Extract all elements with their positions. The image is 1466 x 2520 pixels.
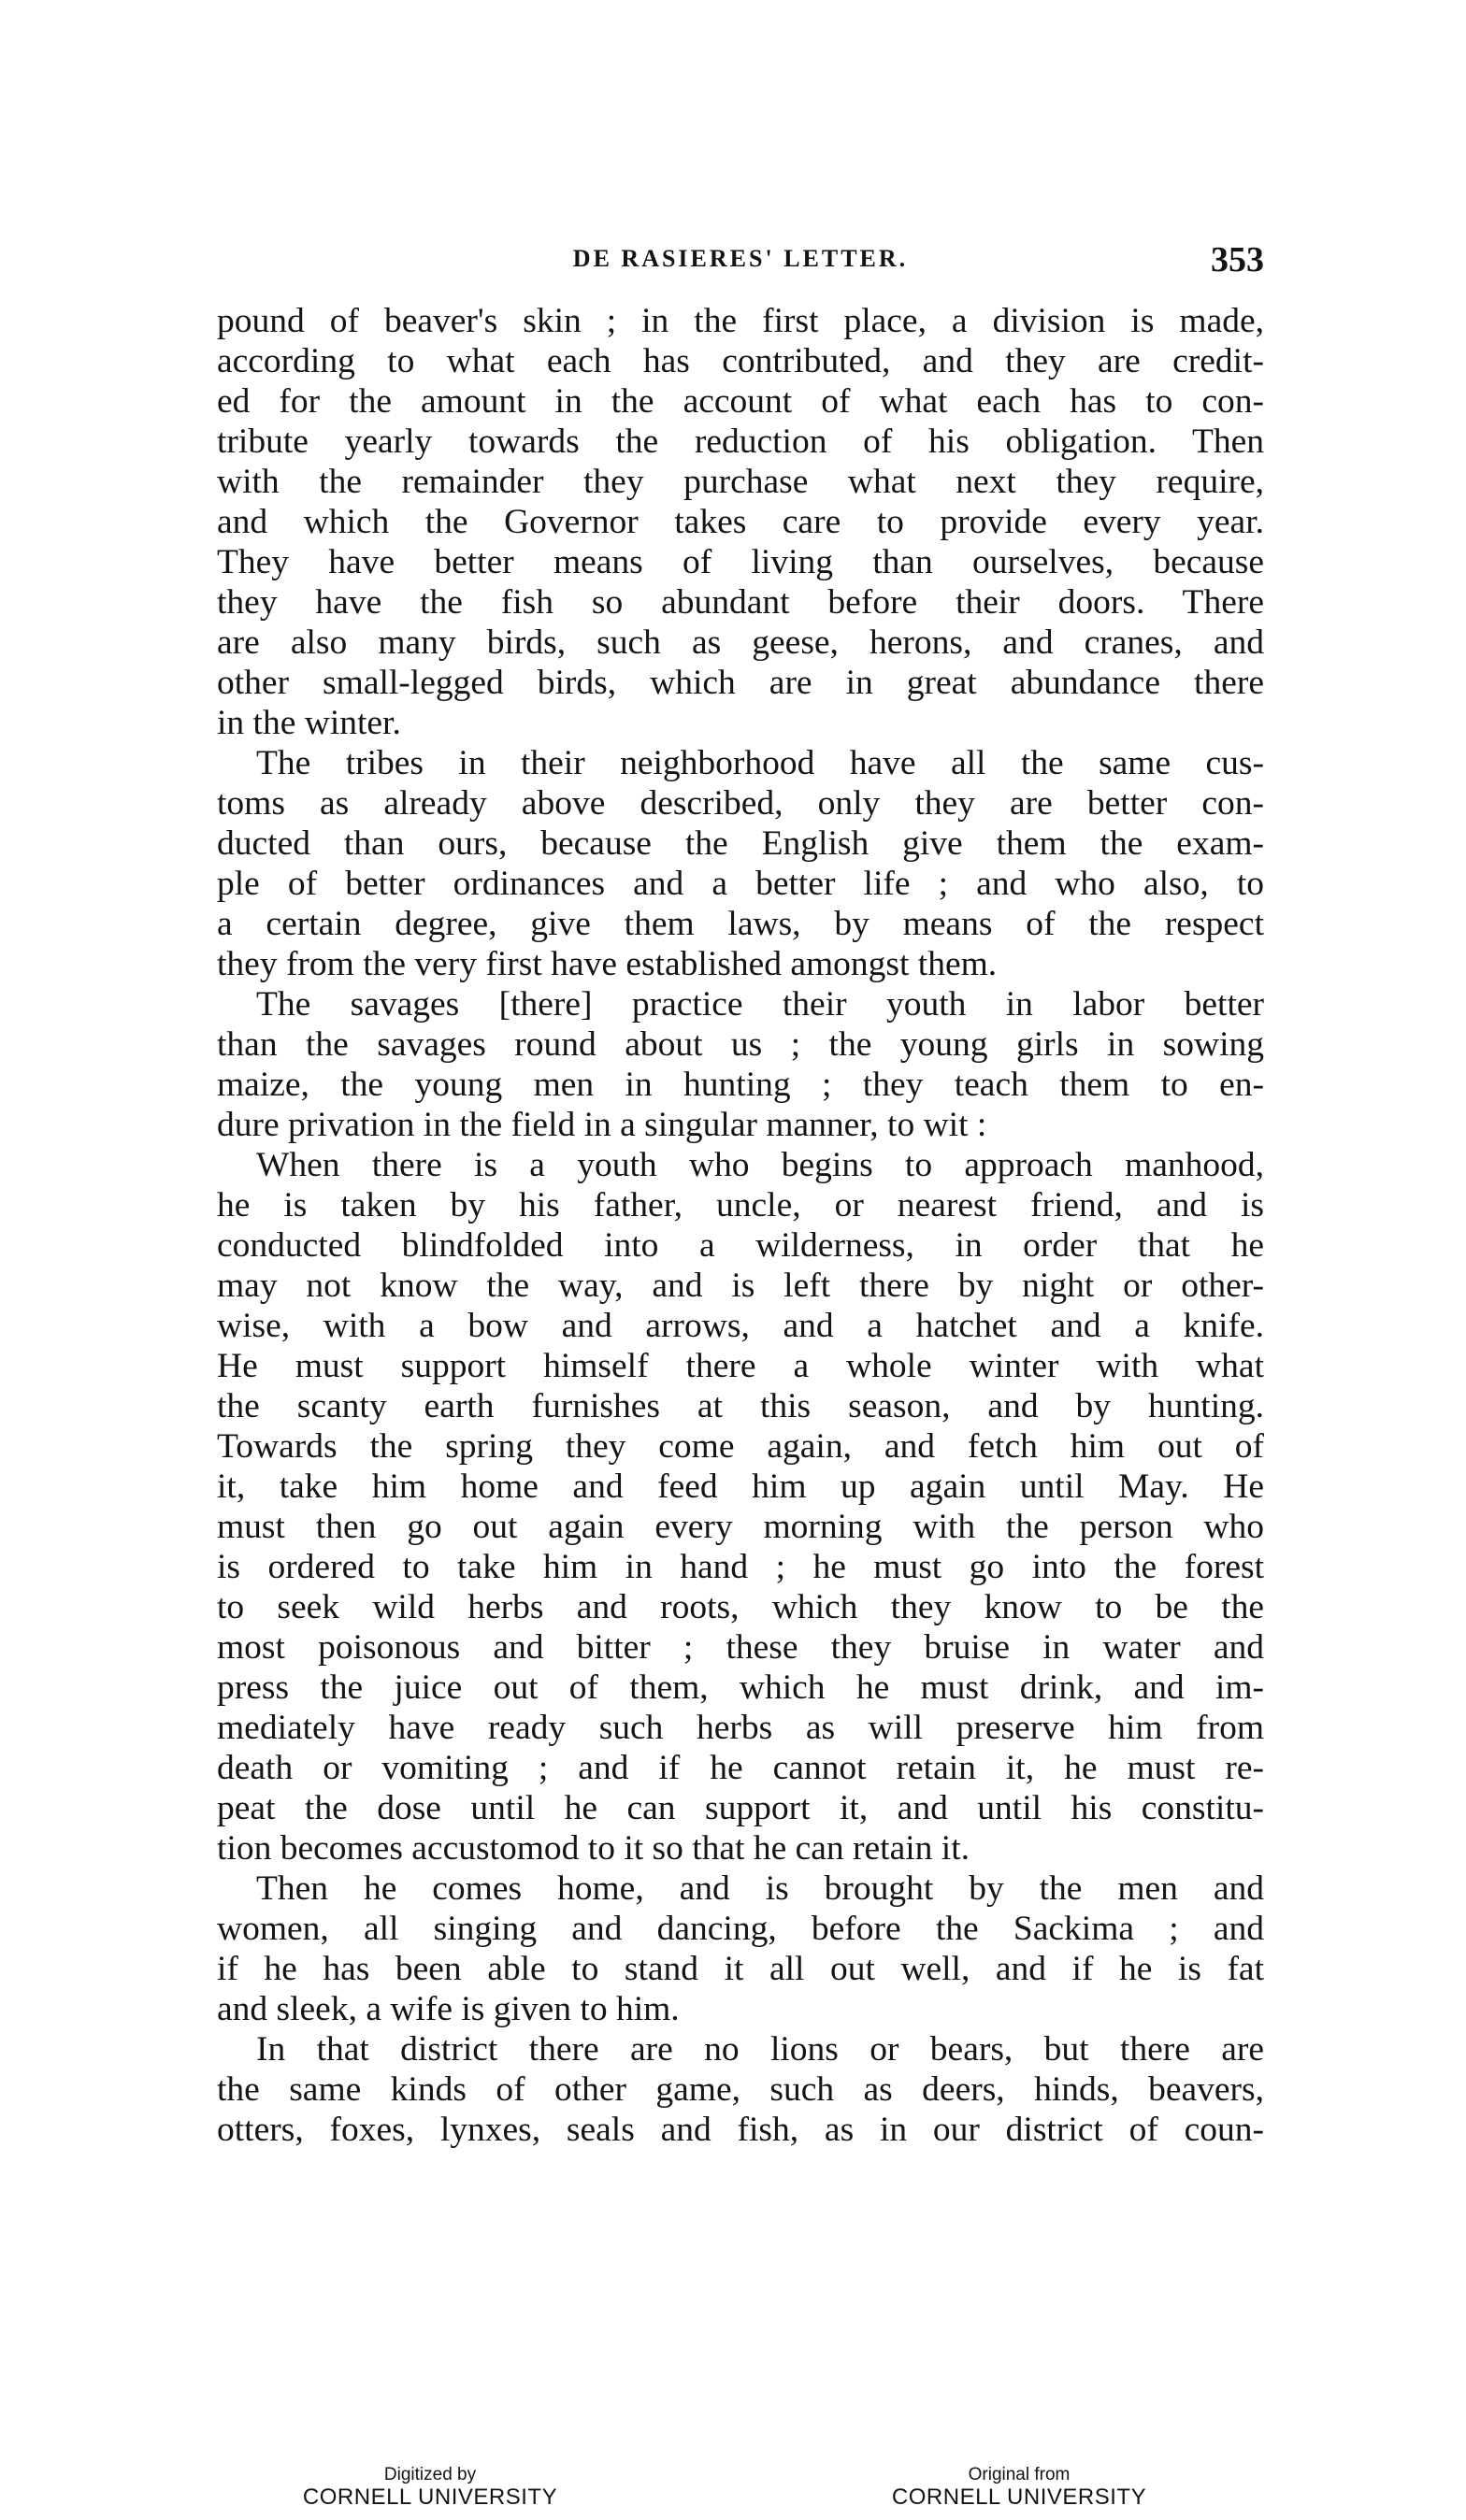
text-line: ple of better ordinances and a better life ; and who also, to <box>217 865 1264 903</box>
text-line: and which the Governor takes care to provide every year. <box>217 503 1264 541</box>
paragraph <box>217 743 1264 984</box>
text-line: other small-legged birds, which are in great abundance there <box>217 664 1264 702</box>
paragraph <box>217 984 1264 1145</box>
digitized-by-label: Digitized by <box>383 2465 477 2484</box>
text-line: may not know the way, and is left there by night or other- <box>217 1267 1264 1305</box>
text-line: The savages [there] practice their youth in labor better <box>256 985 1264 1024</box>
text-line: must then go out again every morning with the person who <box>217 1508 1264 1546</box>
text-line: They have better means of living than ourselves, because <box>217 543 1264 581</box>
text-line: the scanty earth furnishes at this season, and by hunting. <box>217 1387 1264 1425</box>
paragraph <box>217 2029 1264 2150</box>
text-line: He must support himself there a whole winter with what <box>217 1347 1264 1385</box>
text-line: maize, the young men in hunting ; they teach them to en- <box>217 1066 1264 1104</box>
text-line: wise, with a bow and arrows, and a hatchet and a knife. <box>217 1307 1264 1345</box>
text-line: most poisonous and bitter ; these they bruise in water and <box>217 1628 1264 1667</box>
text-line: in the winter. <box>217 704 401 742</box>
original-from-label: Original from <box>968 2465 1071 2484</box>
original-from-institution: CORNELL UNIVERSITY <box>891 2484 1147 2510</box>
text-line: mediately have ready such herbs as will preserve him from <box>217 1709 1264 1747</box>
text-line: ed for the amount in the account of what each has to con- <box>217 382 1264 421</box>
text-line: The tribes in their neighborhood have all the same cus- <box>256 744 1264 782</box>
text-line: the same kinds of other game, such as deers, hinds, beavers, <box>217 2070 1264 2109</box>
original-from-credit <box>841 2464 1197 2509</box>
text-line: is ordered to take him in hand ; he must go into the forest <box>217 1548 1264 1586</box>
digitized-by-institution: CORNELL UNIVERSITY <box>302 2484 558 2510</box>
text-line: they from the very first have established amongst them. <box>217 945 998 983</box>
text-line: a certain degree, give them laws, by means of the respect <box>217 905 1264 943</box>
text-line: otters, foxes, lynxes, seals and fish, as in our district of coun- <box>217 2111 1264 2149</box>
text-line: dure privation in the field in a singular manner, to wit : <box>217 1106 987 1144</box>
text-line: they have the fish so abundant before their doors. There <box>217 583 1264 622</box>
paragraph <box>217 1145 1264 1869</box>
text-line: to seek wild herbs and roots, which they know to be the <box>217 1588 1264 1626</box>
digitized-by-credit <box>252 2464 608 2509</box>
running-head <box>217 239 1264 280</box>
text-line: In that district there are no lions or bears, but there are <box>256 2030 1264 2069</box>
text-line: if he has been able to stand it all out well, and if he is fat <box>217 1950 1264 1988</box>
text-line: When there is a youth who begins to approach manhood, <box>256 1146 1264 1184</box>
text-line: tribute yearly towards the reduction of his obligation. Then <box>217 422 1264 461</box>
text-line: tion becomes accustomod to it so that he can retain it. <box>217 1829 970 1868</box>
text-line: pound of beaver's skin ; in the first place, a division is made, <box>217 302 1264 340</box>
text-line: according to what each has contributed, and they are credit- <box>217 342 1264 380</box>
running-title: DE RASIERES' LETTER. <box>572 245 909 272</box>
text-line: he is taken by his father, uncle, or nearest friend, and is <box>217 1186 1264 1224</box>
text-line: death or vomiting ; and if he cannot retain it, he must re- <box>217 1749 1264 1787</box>
body-text <box>217 301 1264 2150</box>
text-line: ducted than ours, because the English give them the exam- <box>217 824 1264 863</box>
text-line: press the juice out of them, which he must drink, and im- <box>217 1668 1264 1707</box>
text-line: conducted blindfolded into a wilderness, in order that he <box>217 1226 1264 1265</box>
text-line: are also many birds, such as geese, herons, and cranes, and <box>217 623 1264 662</box>
text-line: toms as already above described, only they are better con- <box>217 784 1264 823</box>
text-line: women, all singing and dancing, before the Sackima ; and <box>217 1910 1264 1948</box>
text-line: Then he comes home, and is brought by the men and <box>256 1869 1264 1908</box>
paragraph <box>217 301 1264 743</box>
text-line: peat the dose until he can support it, and until his constitu- <box>217 1789 1264 1827</box>
paragraph <box>217 1869 1264 2029</box>
text-line: than the savages round about us ; the young girls in sowing <box>217 1025 1264 1064</box>
text-line: it, take him home and feed him up again until May. He <box>217 1468 1264 1506</box>
text-line: Towards the spring they come again, and fetch him out of <box>217 1427 1264 1466</box>
digitization-footer <box>0 2464 1466 2516</box>
text-line: and sleek, a wife is given to him. <box>217 1990 680 2028</box>
text-line: with the remainder they purchase what next they require, <box>217 463 1264 501</box>
page-number: 353 <box>1211 240 1264 279</box>
